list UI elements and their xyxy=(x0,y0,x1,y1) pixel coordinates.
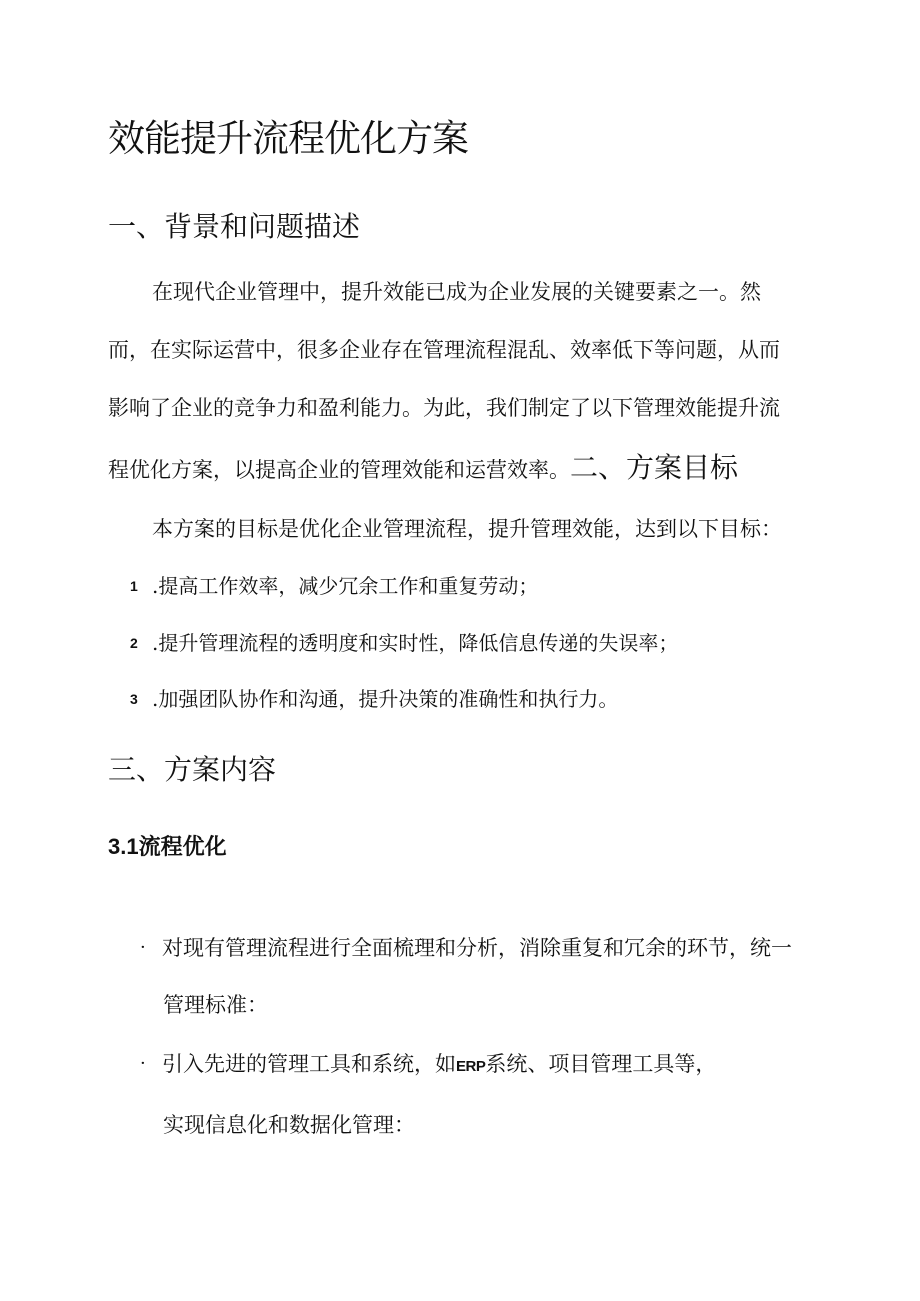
goal-text: .提升管理流程的透明度和实时性，降低信息传递的失误率； xyxy=(152,631,679,655)
goal-number: 3 xyxy=(130,691,138,707)
background-paragraph-text: 程优化方案，以提高企业的管理效能和运营效率。 xyxy=(108,458,570,482)
bullet-text: 对现有管理流程进行全面梳理和分析，消除重复和冗余的环节，统一 xyxy=(162,936,792,960)
bullet-marker: · xyxy=(140,1053,146,1074)
section-heading-content: 三、方案内容 xyxy=(108,753,277,786)
subsection-heading-process-optimization: 3.1流程优化 xyxy=(108,834,227,859)
bullet-item xyxy=(140,932,792,962)
section-heading-background: 一、背景和问题描述 xyxy=(108,210,361,243)
background-paragraph-line xyxy=(108,446,738,486)
bullet-text: 系统、项目管理工具等， xyxy=(485,1052,717,1076)
goal-number: 1 xyxy=(130,578,138,594)
background-paragraph-line: 在现代企业管理中，提升效能已成为企业发展的关键要素之一。然 xyxy=(152,280,761,304)
background-paragraph-line: 而，在实际运营中，很多企业存在管理流程混乱、效率低下等问题，从而 xyxy=(108,338,780,362)
bullet-continuation: 实现信息化和数据化管理： xyxy=(163,1113,415,1137)
goal-item xyxy=(130,570,538,599)
section-heading-goals: 二、方案目标 xyxy=(570,451,739,484)
goal-item xyxy=(130,627,678,656)
goals-intro: 本方案的目标是优化企业管理流程，提升管理效能，达到以下目标： xyxy=(152,517,782,541)
bullet-continuation: 管理标准： xyxy=(163,993,268,1017)
bullet-marker: · xyxy=(140,937,146,958)
background-paragraph-line: 影响了企业的竞争力和盈利能力。为此，我们制定了以下管理效能提升流 xyxy=(108,396,780,420)
document-title: 效能提升流程优化方案 xyxy=(108,117,468,160)
erp-text: ERP xyxy=(456,1058,486,1075)
goal-text: .提高工作效率，减少冗余工作和重复劳动； xyxy=(152,574,539,598)
bullet-item xyxy=(140,1048,716,1078)
goal-text: .加强团队协作和沟通，提升决策的准确性和执行力。 xyxy=(152,687,619,711)
goal-item xyxy=(130,683,618,712)
bullet-text: 引入先进的管理工具和系统，如 xyxy=(162,1052,456,1076)
goal-number: 2 xyxy=(130,635,138,651)
